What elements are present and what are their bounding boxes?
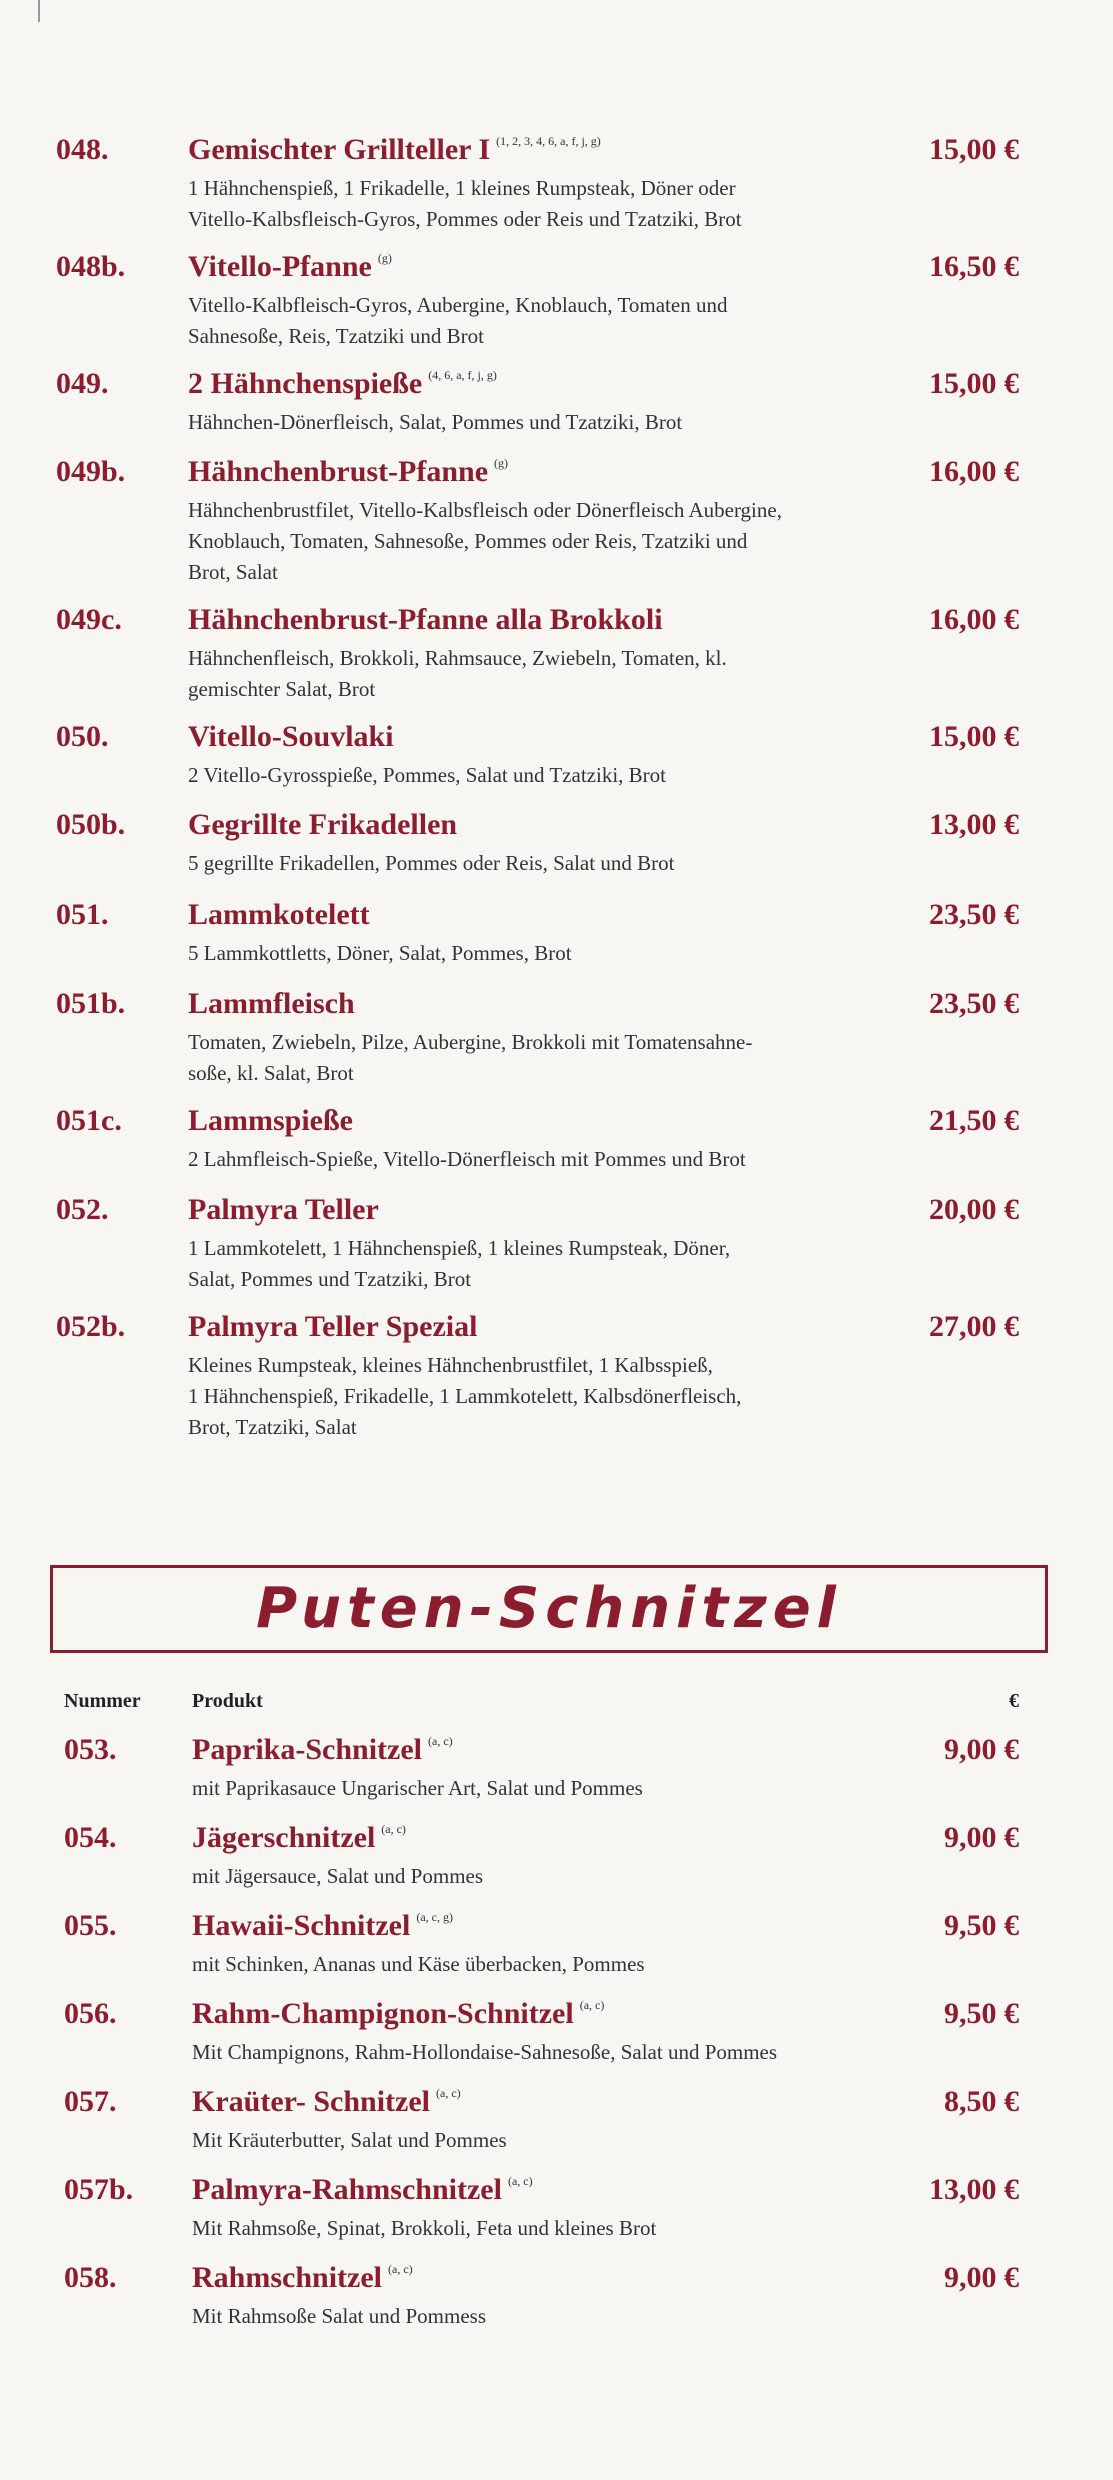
item-name-text: Hähnchenbrust-Pfanne xyxy=(188,455,489,488)
item-name-text: Paprika-Schnitzel xyxy=(192,1733,422,1766)
description-line: mit Jägersauce, Salat und Pommes xyxy=(192,1864,484,1888)
item-description xyxy=(188,1144,908,1175)
item-number: 054. xyxy=(64,1821,117,1854)
item-price: 16,00 € xyxy=(929,455,1019,488)
description-line: gemischter Salat, Brot xyxy=(188,677,376,701)
description-line: 2 Lahmfleisch-Spieße, Vitello-Dönerfleisch mit Pommes und Brot xyxy=(188,1147,746,1171)
description-line: 2 Vitello-Gyrosspieße, Pommes, Salat und Tzatziki, Brot xyxy=(188,763,666,787)
item-name xyxy=(192,1909,453,1943)
item-description xyxy=(192,2213,912,2244)
description-line: Vitello-Kalbsfleisch-Gyros, Pommes oder Reis und Tzatziki, Brot xyxy=(188,207,742,231)
item-price: 9,00 € xyxy=(944,1733,1019,1766)
item-name-text: Vitello-Pfanne xyxy=(188,250,372,283)
item-description xyxy=(192,2125,912,2156)
description-line: Brot, Tzatziki, Salat xyxy=(188,1415,357,1439)
item-name-text: Rahmschnitzel xyxy=(192,2261,382,2294)
item-description xyxy=(188,290,908,352)
item-name xyxy=(192,2173,533,2207)
item-name-text: Palmyra-Rahmschnitzel xyxy=(192,2173,502,2206)
item-price: 21,50 € xyxy=(929,1104,1019,1137)
item-name-text: Gemischter Grillteller I xyxy=(188,133,491,166)
item-name xyxy=(188,1310,477,1344)
item-price: 23,50 € xyxy=(929,898,1019,931)
item-name-text: Kraüter- Schnitzel xyxy=(192,2085,430,2118)
item-price: 15,00 € xyxy=(929,720,1019,753)
fold-mark xyxy=(38,0,40,22)
item-description xyxy=(188,495,908,588)
description-line: Knoblauch, Tomaten, Sahnesoße, Pommes oder Reis, Tzatziki und xyxy=(188,529,748,553)
item-name-text: Rahm-Champignon-Schnitzel xyxy=(192,1997,574,2030)
item-description xyxy=(192,2301,912,2332)
item-number: 056. xyxy=(64,1997,117,2030)
description-line: Hähnchenbrustfilet, Vitello-Kalbsfleisch oder Dönerfleisch Aubergine, xyxy=(188,498,782,522)
item-number: 052b. xyxy=(56,1310,126,1343)
description-line: Tomaten, Zwiebeln, Pilze, Aubergine, Brokkoli mit Tomatensahne- xyxy=(188,1030,753,1054)
item-name-text: Jägerschnitzel xyxy=(192,1821,376,1854)
description-line: 1 Lammkotelett, 1 Hähnchenspieß, 1 kleines Rumpsteak, Döner, xyxy=(188,1236,731,1260)
allergen-codes: (1, 2, 3, 4, 6, a, f, j, g) xyxy=(496,134,601,148)
allergen-codes: (4, 6, a, f, j, g) xyxy=(428,368,497,382)
column-header-product: Produkt xyxy=(192,1690,263,1712)
item-number: 058. xyxy=(64,2261,117,2294)
allergen-codes: (a, c) xyxy=(436,2086,461,2100)
item-name-text: Lammkotelett xyxy=(188,898,370,931)
description-line: Mit Kräuterbutter, Salat und Pommes xyxy=(192,2128,507,2152)
item-price: 15,00 € xyxy=(929,367,1019,400)
description-line: Kleines Rumpsteak, kleines Hähnchenbrustfilet, 1 Kalbsspieß, xyxy=(188,1353,713,1377)
allergen-codes: (a, c) xyxy=(428,1734,453,1748)
item-number: 051. xyxy=(56,898,109,931)
item-number: 053. xyxy=(64,1733,117,1766)
description-line: Vitello-Kalbfleisch-Gyros, Aubergine, Knoblauch, Tomaten und xyxy=(188,293,728,317)
item-price: 13,00 € xyxy=(929,808,1019,841)
item-name-text: Vitello-Souvlaki xyxy=(188,720,394,753)
description-line: Salat, Pommes und Tzatziki, Brot xyxy=(188,1267,472,1291)
item-price: 27,00 € xyxy=(929,1310,1019,1343)
section-banner xyxy=(50,1565,1048,1653)
allergen-codes: (a, c) xyxy=(579,1998,605,2012)
description-line: mit Paprikasauce Ungarischer Art, Salat und Pommes xyxy=(192,1776,643,1800)
item-price: 15,00 € xyxy=(929,133,1019,166)
allergen-codes: (a, c, g) xyxy=(416,1910,453,1924)
item-description xyxy=(188,760,908,791)
item-name-text: Palmyra Teller Spezial xyxy=(188,1310,478,1343)
item-number: 048. xyxy=(56,133,109,166)
item-number: 057b. xyxy=(64,2173,134,2206)
item-price: 9,50 € xyxy=(944,1997,1019,2030)
description-line: 1 Hähnchenspieß, 1 Frikadelle, 1 kleines Rumpsteak, Döner oder xyxy=(188,176,736,200)
item-name xyxy=(192,1733,453,1767)
item-description xyxy=(192,1861,912,1892)
item-number: 049b. xyxy=(56,455,126,488)
item-price: 13,00 € xyxy=(929,2173,1019,2206)
description-line: Mit Rahmsoße, Spinat, Brokkoli, Feta und kleines Brot xyxy=(192,2216,657,2240)
item-description xyxy=(192,1773,912,1804)
item-price: 9,50 € xyxy=(944,1909,1019,1942)
description-line: Mit Rahmsoße Salat und Pommess xyxy=(192,2304,486,2328)
item-name xyxy=(188,1104,353,1138)
description-line: 5 gegrillte Frikadellen, Pommes oder Reis, Salat und Brot xyxy=(188,851,675,875)
description-line: 1 Hähnchenspieß, Frikadelle, 1 Lammkotelett, Kalbsdönerfleisch, xyxy=(188,1384,742,1408)
item-description xyxy=(188,1233,908,1295)
item-name xyxy=(188,367,497,401)
item-description xyxy=(188,848,908,879)
description-line: soße, kl. Salat, Brot xyxy=(188,1061,354,1085)
allergen-codes: (a, c) xyxy=(381,1822,406,1836)
item-name xyxy=(188,1193,379,1227)
column-header-price: € xyxy=(1009,1690,1019,1712)
item-description xyxy=(188,938,908,969)
item-name xyxy=(188,720,394,754)
item-name xyxy=(188,808,457,842)
allergen-codes: (a, c) xyxy=(507,2174,533,2188)
allergen-codes: (g) xyxy=(377,251,392,265)
item-price: 16,50 € xyxy=(929,250,1019,283)
item-name xyxy=(188,603,663,637)
item-number: 049c. xyxy=(56,603,122,636)
column-header-number: Nummer xyxy=(64,1690,141,1712)
description-line: 5 Lammkottletts, Döner, Salat, Pommes, Brot xyxy=(188,941,572,965)
item-name-text: Lammfleisch xyxy=(188,987,355,1020)
item-description xyxy=(188,173,908,235)
item-number: 055. xyxy=(64,1909,117,1942)
item-name xyxy=(192,1821,406,1855)
item-name-text: 2 Hähnchenspieße xyxy=(188,367,423,400)
item-description xyxy=(188,407,908,438)
item-price: 9,00 € xyxy=(944,1821,1019,1854)
item-name xyxy=(188,250,392,284)
section-title: Puten-Schnitzel xyxy=(256,1576,842,1641)
description-line: mit Schinken, Ananas und Käse überbacken, Pommes xyxy=(192,1952,645,1976)
item-price: 16,00 € xyxy=(929,603,1019,636)
item-name-text: Palmyra Teller xyxy=(188,1193,379,1226)
description-line: Hähnchen-Dönerfleisch, Salat, Pommes und Tzatziki, Brot xyxy=(188,410,683,434)
item-number: 050b. xyxy=(56,808,126,841)
item-number: 057. xyxy=(64,2085,117,2118)
item-name-text: Gegrillte Frikadellen xyxy=(188,808,458,841)
description-line: Hähnchenfleisch, Brokkoli, Rahmsauce, Zwiebeln, Tomaten, kl. xyxy=(188,646,727,670)
item-price: 8,50 € xyxy=(944,2085,1019,2118)
item-description xyxy=(188,1027,908,1089)
item-name xyxy=(188,898,370,932)
item-number: 048b. xyxy=(56,250,126,283)
allergen-codes: (a, c) xyxy=(388,2262,413,2276)
description-line: Brot, Salat xyxy=(188,560,278,584)
item-name xyxy=(188,987,355,1021)
item-name xyxy=(192,2085,461,2119)
item-description xyxy=(192,2037,912,2068)
item-price: 9,00 € xyxy=(944,2261,1019,2294)
item-number: 049. xyxy=(56,367,109,400)
item-description xyxy=(192,1949,912,1980)
item-name-text: Hähnchenbrust-Pfanne alla Brokkoli xyxy=(188,603,663,636)
item-number: 051c. xyxy=(56,1104,122,1137)
item-price: 20,00 € xyxy=(929,1193,1019,1226)
item-number: 050. xyxy=(56,720,109,753)
item-price: 23,50 € xyxy=(929,987,1019,1020)
item-name-text: Hawaii-Schnitzel xyxy=(192,1909,411,1942)
description-line: Mit Champignons, Rahm-Hollondaise-Sahnesoße, Salat und Pommes xyxy=(192,2040,778,2064)
item-name xyxy=(188,133,601,167)
item-number: 052. xyxy=(56,1193,109,1226)
item-name xyxy=(192,2261,413,2295)
item-description xyxy=(188,1350,908,1443)
item-description xyxy=(188,643,908,705)
description-line: Sahnesoße, Reis, Tzatziki und Brot xyxy=(188,324,484,348)
item-name xyxy=(192,1997,604,2031)
item-number: 051b. xyxy=(56,987,126,1020)
item-name-text: Lammspieße xyxy=(188,1104,353,1137)
item-name xyxy=(188,455,508,489)
allergen-codes: (g) xyxy=(494,456,509,470)
